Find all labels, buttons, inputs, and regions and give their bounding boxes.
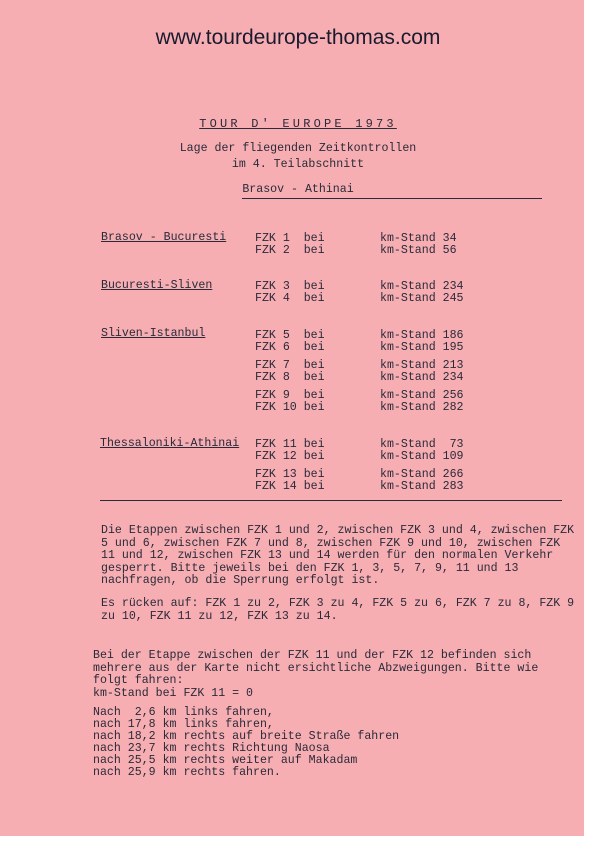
fzk-label: FZK 13 bei bbox=[255, 468, 325, 481]
fzk-label: FZK 6 bei bbox=[255, 341, 325, 354]
section-name: Thessaloniki-Athinai bbox=[100, 437, 240, 450]
km-value: km-Stand 234 bbox=[380, 371, 464, 384]
km-value: km-Stand 266 bbox=[380, 468, 464, 481]
fzk-label: FZK 4 bei bbox=[255, 292, 325, 305]
km-value: km-Stand 213 bbox=[380, 359, 464, 372]
fzk-label: FZK 12 bei bbox=[255, 450, 325, 463]
fzk-label: FZK 7 bei bbox=[255, 359, 325, 372]
direction-line: nach 18,2 km rechts auf breite Straße fahren bbox=[93, 730, 400, 743]
fzk-label: FZK 10 bei bbox=[255, 401, 325, 414]
km-value: km-Stand 56 bbox=[380, 244, 457, 257]
route-underline bbox=[242, 198, 542, 199]
direction-line: nach 23,7 km rechts Richtung Naosa bbox=[93, 742, 330, 755]
section-name: Brasov - Bucuresti bbox=[101, 231, 227, 244]
fzk-label: FZK 11 bei bbox=[255, 438, 325, 451]
km-reset-line: km-Stand bei FZK 11 = 0 bbox=[93, 687, 254, 700]
section-name: Bucuresti-Sliven bbox=[101, 279, 213, 292]
route-heading: Brasov - Athinai bbox=[242, 183, 354, 196]
fzk-label: FZK 1 bei bbox=[255, 232, 325, 245]
km-value: km-Stand 109 bbox=[380, 450, 464, 463]
km-value: km-Stand 186 bbox=[380, 329, 464, 342]
document-title: TOUR D' EUROPE 1973 bbox=[199, 117, 397, 131]
km-value: km-Stand 256 bbox=[380, 389, 464, 402]
subtitle-line-1: Lage der fliegenden Zeitkontrollen bbox=[179, 142, 417, 155]
direction-line: nach 17,8 km links fahren, bbox=[93, 718, 274, 731]
km-value: km-Stand 234 bbox=[380, 280, 464, 293]
fzk-label: FZK 3 bei bbox=[255, 280, 325, 293]
table-bottom-rule bbox=[100, 500, 562, 501]
subtitle-line-2: im 4. Teilabschnitt bbox=[231, 158, 365, 171]
fzk-label: FZK 5 bei bbox=[255, 329, 325, 342]
km-value: km-Stand 34 bbox=[380, 232, 457, 245]
direction-line: Nach 2,6 km links fahren, bbox=[93, 706, 274, 719]
km-value: km-Stand 283 bbox=[380, 480, 464, 493]
section-name: Sliven-Istanbul bbox=[101, 327, 206, 340]
closure-paragraph: Die Etappen zwischen FZK 1 und 2, zwischen FZK 3 und 4, zwischen FZK 5 und 6, zwischen FZK 7 und 8, zwischen FZK 9 und 10, zwischen FZK 11 und 12, zwischen FZK 13 und 14 werden für den normalen Verkehr gesperrt. Bitte jeweils bei den FZK 1, 3, 5, 7, 9, 11 und 13 nachfragen, ob die Sperrung erfolgt ist. bbox=[101, 524, 575, 587]
fzk-label: FZK 2 bei bbox=[255, 244, 325, 257]
fzk-label: FZK 9 bei bbox=[255, 389, 325, 402]
km-value: km-Stand 245 bbox=[380, 292, 464, 305]
website-url: www.tourdeurope-thomas.com bbox=[155, 26, 441, 49]
fzk-label: FZK 14 bei bbox=[255, 480, 325, 493]
km-value: km-Stand 195 bbox=[380, 341, 464, 354]
direction-line: nach 25,5 km rechts weiter auf Makadam bbox=[93, 754, 358, 767]
advance-paragraph: Es rücken auf: FZK 1 zu 2, FZK 3 zu 4, FZK 5 zu 6, FZK 7 zu 8, FZK 9 zu 10, FZK 11 zu 12, FZK 13 zu 14. bbox=[101, 597, 575, 623]
fzk-label: FZK 8 bei bbox=[255, 371, 325, 384]
junctions-paragraph: Bei der Etappe zwischen der FZK 11 und der FZK 12 befinden sich mehrere aus der Karte nicht ersichtliche Abzweigungen. Bitte wie folgt fahren: bbox=[93, 649, 539, 687]
km-value: km-Stand 282 bbox=[380, 401, 464, 414]
km-value: km-Stand 73 bbox=[380, 438, 464, 451]
direction-line: nach 25,9 km rechts fahren. bbox=[93, 766, 281, 779]
